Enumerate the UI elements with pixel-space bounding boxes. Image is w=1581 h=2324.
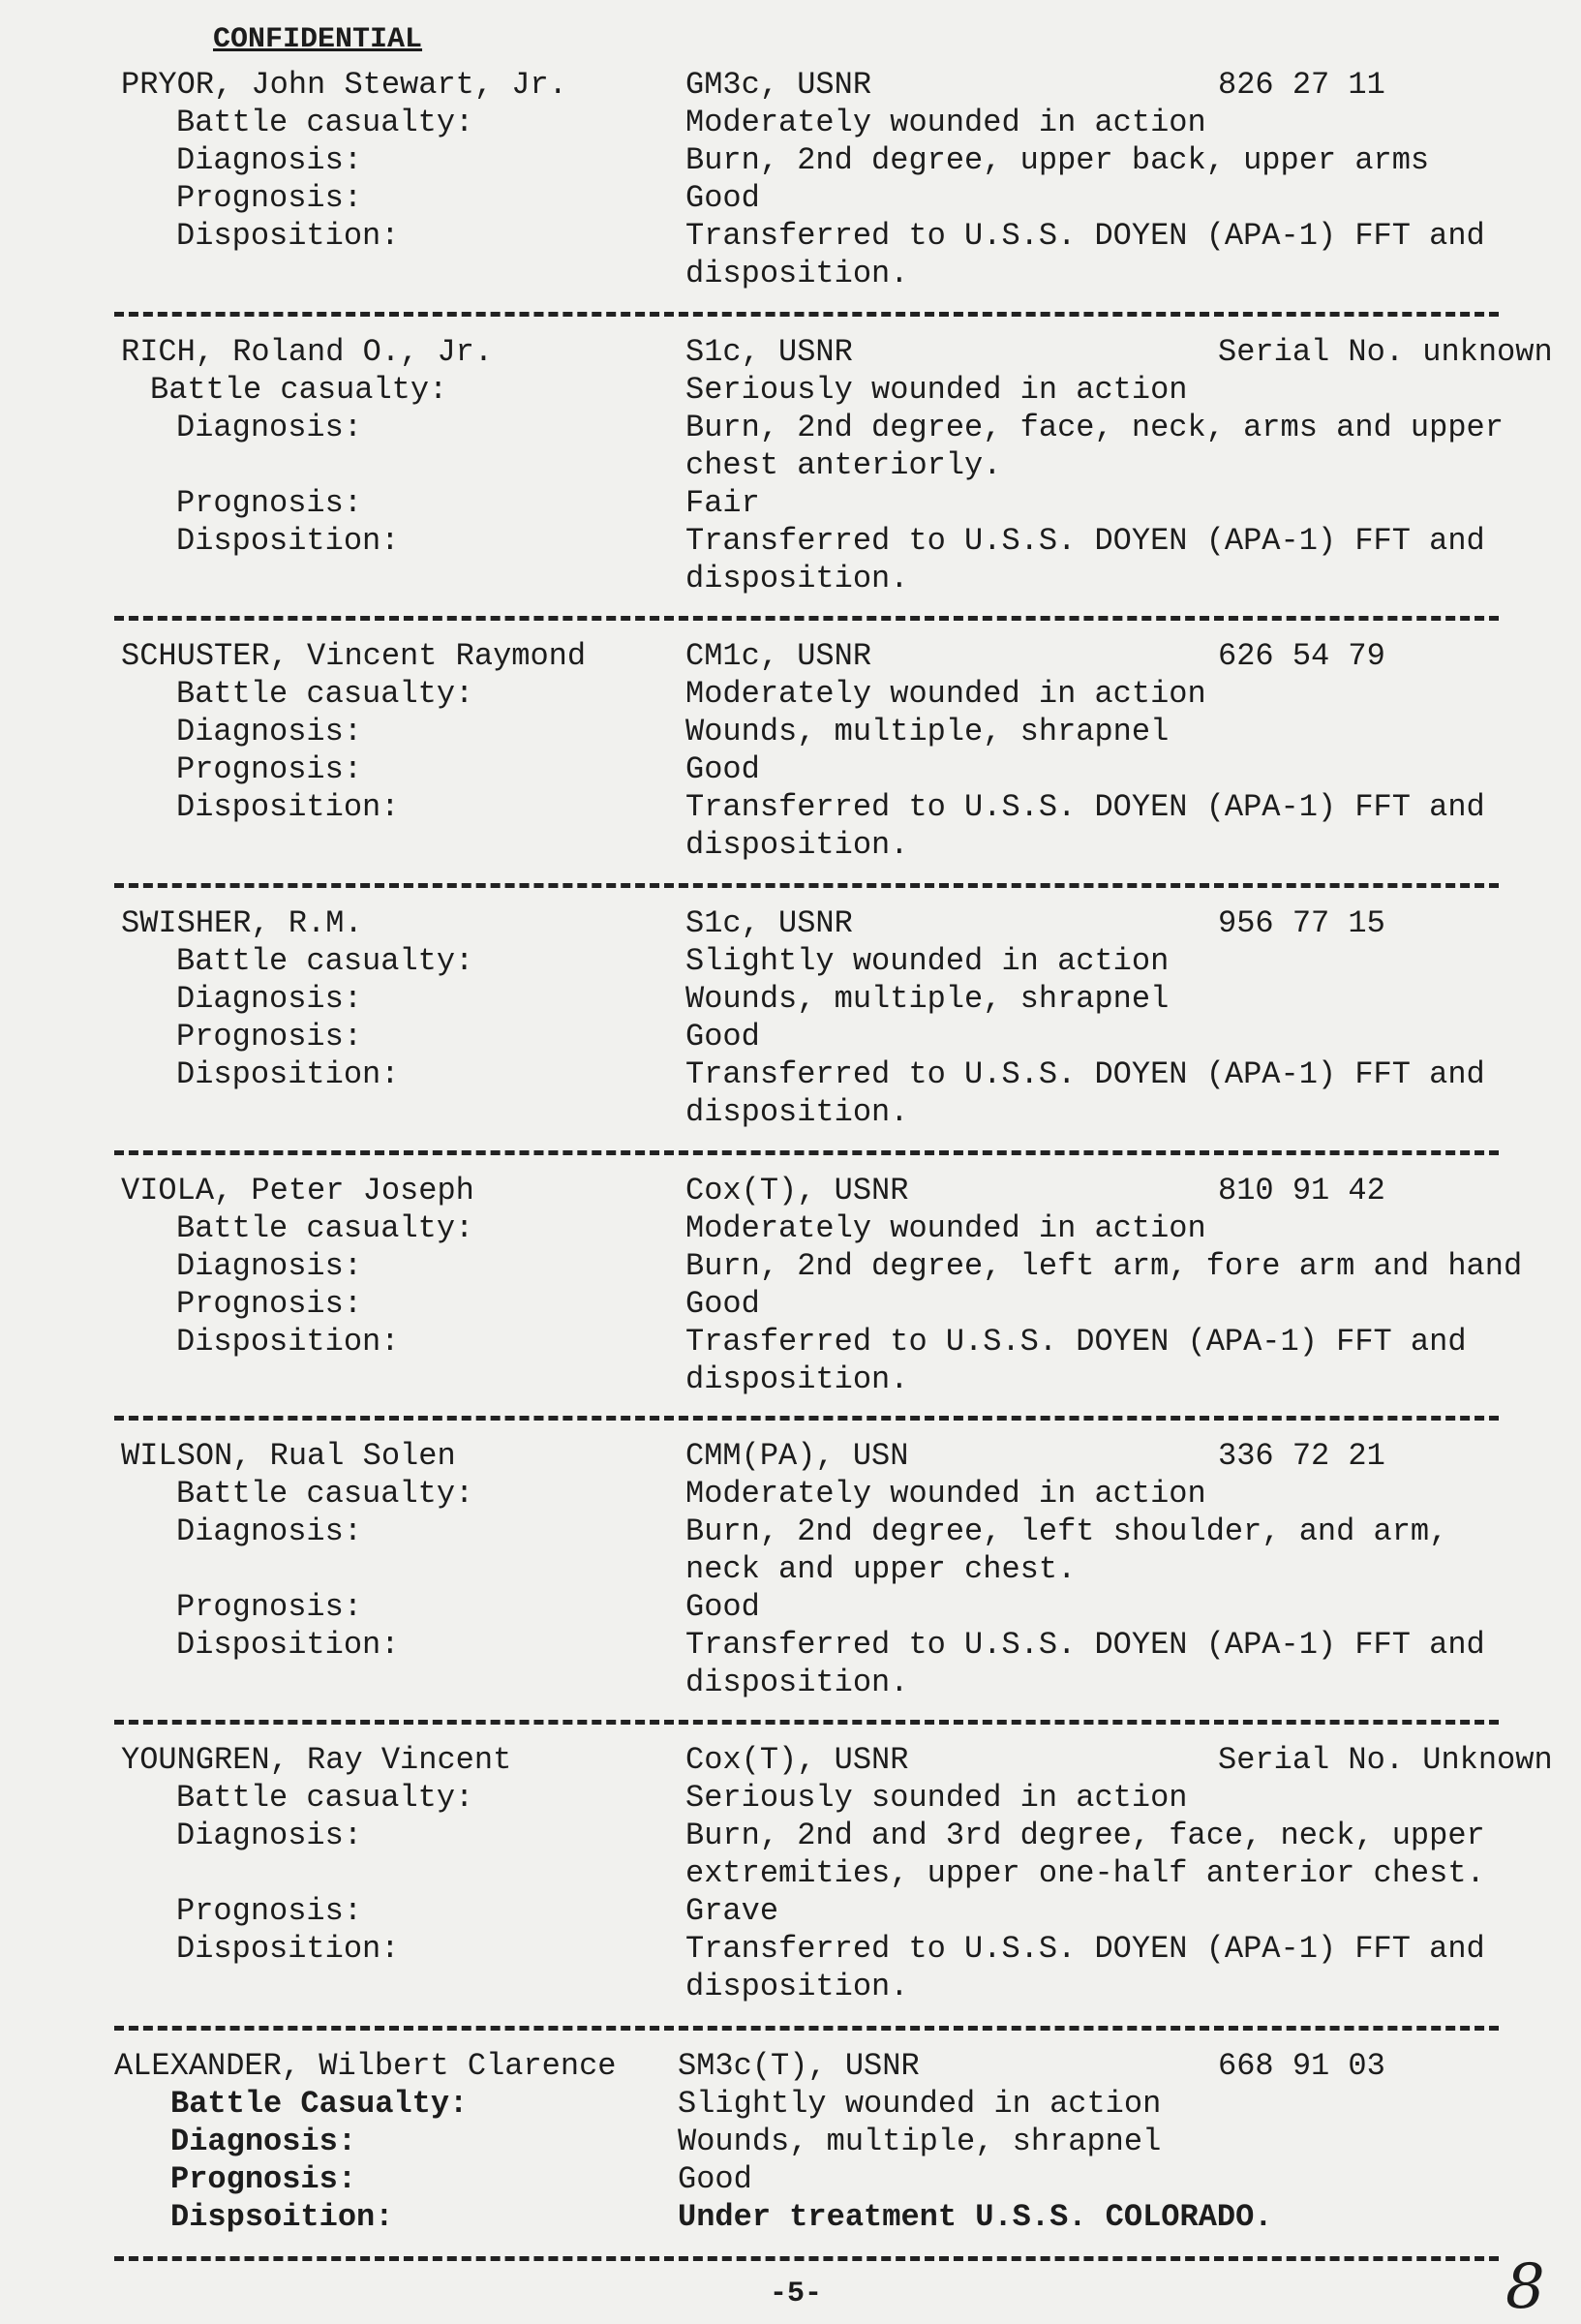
casualty-name: RICH, Roland O., Jr. [121, 334, 494, 370]
casualty-rate: CMM(PA), USN [685, 1438, 909, 1474]
separator-line [114, 2026, 1499, 2031]
disposition-text: disposition. [685, 827, 909, 863]
diagnosis-label: Diagnosis: [170, 2124, 357, 2159]
casualty-serial: 826 27 11 [1218, 67, 1385, 103]
diagnosis-text: Burn, 2nd degree, upper back, upper arms [685, 142, 1430, 178]
disposition-text: disposition. [685, 561, 909, 596]
disposition-text: Trasferred to U.S.S. DOYEN (APA-1) FFT and [685, 1324, 1467, 1360]
diagnosis-text: chest anteriorly. [685, 447, 1002, 483]
disposition-text: Transferred to U.S.S. DOYEN (APA-1) FFT and [685, 1056, 1485, 1092]
disposition-label: Disposition: [176, 789, 400, 825]
prognosis-text: Grave [685, 1893, 779, 1929]
diagnosis-label: Diagnosis: [176, 410, 363, 445]
casualty-name: PRYOR, John Stewart, Jr. [121, 67, 567, 103]
casualty-rate: S1c, USNR [685, 334, 853, 370]
disposition-text: disposition. [685, 1094, 909, 1130]
prognosis-text: Good [685, 1019, 760, 1055]
prognosis-label: Prognosis: [176, 1019, 363, 1055]
casualty-name: SWISHER, R.M. [121, 905, 363, 941]
disposition-text: Transferred to U.S.S. DOYEN (APA-1) FFT and [685, 1931, 1485, 1967]
prognosis-text: Good [685, 180, 760, 216]
disposition-text: Under treatment U.S.S. COLORADO. [678, 2199, 1273, 2235]
casualty-status: Moderately wounded in action [685, 1210, 1206, 1246]
casualty-status: Moderately wounded in action [685, 105, 1206, 140]
casualty-name: VIOLA, Peter Joseph [121, 1173, 474, 1208]
battle-casualty-label: Battle casualty: [176, 1210, 474, 1246]
diagnosis-label: Diagnosis: [176, 1514, 363, 1549]
diagnosis-label: Diagnosis: [176, 1818, 363, 1853]
separator-line [114, 1416, 1499, 1421]
prognosis-label: Prognosis: [176, 485, 363, 521]
disposition-label: Disposition: [176, 1324, 400, 1360]
prognosis-text: Good [685, 751, 760, 787]
prognosis-text: Fair [685, 485, 760, 521]
disposition-label: Disposition: [176, 1931, 400, 1967]
prognosis-label: Prognosis: [176, 1589, 363, 1625]
diagnosis-text: extremities, upper one-half anterior chest. [685, 1855, 1485, 1891]
diagnosis-text: Burn, 2nd degree, left arm, fore arm and hand [685, 1248, 1523, 1284]
battle-casualty-label: Battle casualty: [176, 105, 474, 140]
battle-casualty-label: Battle casualty: [176, 1476, 474, 1512]
disposition-label: Dispsoition: [170, 2199, 394, 2235]
disposition-text: disposition. [685, 1361, 909, 1397]
casualty-serial: 956 77 15 [1218, 905, 1385, 941]
casualty-rate: Cox(T), USNR [685, 1742, 909, 1778]
diagnosis-text: Burn, 2nd degree, face, neck, arms and upper [685, 410, 1504, 445]
casualty-rate: S1c, USNR [685, 905, 853, 941]
battle-casualty-label: Battle casualty: [176, 1780, 474, 1816]
separator-line [114, 616, 1499, 621]
casualty-status: Seriously sounded in action [685, 1780, 1188, 1816]
diagnosis-text: Wounds, multiple, shrapnel [685, 714, 1170, 749]
disposition-text: Transferred to U.S.S. DOYEN (APA-1) FFT and [685, 523, 1485, 559]
diagnosis-label: Diagnosis: [176, 1248, 363, 1284]
diagnosis-label: Diagnosis: [176, 142, 363, 178]
disposition-label: Disposition: [176, 1056, 400, 1092]
classification-header: CONFIDENTIAL [213, 23, 423, 56]
disposition-text: Transferred to U.S.S. DOYEN (APA-1) FFT and [685, 218, 1485, 254]
battle-casualty-label: Battle casualty: [176, 676, 474, 712]
casualty-serial: Serial No. Unknown [1218, 1742, 1553, 1778]
battle-casualty-label: Battle Casualty: [170, 2086, 469, 2122]
casualty-serial: 668 91 03 [1218, 2048, 1385, 2084]
diagnosis-label: Diagnosis: [176, 981, 363, 1017]
diagnosis-text: Wounds, multiple, shrapnel [685, 981, 1170, 1017]
casualty-rate: SM3c(T), USNR [678, 2048, 920, 2084]
prognosis-label: Prognosis: [176, 751, 363, 787]
disposition-text: disposition. [685, 1969, 909, 2004]
disposition-text: disposition. [685, 256, 909, 291]
disposition-label: Disposition: [176, 218, 400, 254]
handwritten-page-number: 8 [1505, 2251, 1545, 2323]
casualty-serial: Serial No. unknown [1218, 334, 1553, 370]
separator-line [114, 1150, 1499, 1155]
casualty-serial: 626 54 79 [1218, 638, 1385, 674]
prognosis-label: Prognosis: [170, 2161, 357, 2197]
casualty-rate: CM1c, USNR [685, 638, 872, 674]
separator-line [114, 883, 1499, 888]
casualty-rate: GM3c, USNR [685, 67, 872, 103]
battle-casualty-label: Battle casualty: [150, 372, 448, 408]
casualty-status: Slightly wounded in action [685, 943, 1170, 979]
diagnosis-label: Diagnosis: [176, 714, 363, 749]
casualty-status: Slightly wounded in action [678, 2086, 1162, 2122]
battle-casualty-label: Battle casualty: [176, 943, 474, 979]
separator-line [114, 312, 1499, 317]
casualty-name: ALEXANDER, Wilbert Clarence [114, 2048, 617, 2084]
casualty-status: Seriously wounded in action [685, 372, 1188, 408]
prognosis-text: Good [685, 1589, 760, 1625]
casualty-status: Moderately wounded in action [685, 676, 1206, 712]
casualty-status: Moderately wounded in action [685, 1476, 1206, 1512]
disposition-label: Disposition: [176, 1627, 400, 1663]
casualty-name: YOUNGREN, Ray Vincent [121, 1742, 512, 1778]
separator-line [114, 1720, 1499, 1725]
prognosis-label: Prognosis: [176, 1893, 363, 1929]
disposition-text: Transferred to U.S.S. DOYEN (APA-1) FFT and [685, 789, 1485, 825]
prognosis-label: Prognosis: [176, 1286, 363, 1322]
prognosis-text: Good [678, 2161, 752, 2197]
disposition-label: Disposition: [176, 523, 400, 559]
casualty-rate: Cox(T), USNR [685, 1173, 909, 1208]
casualty-name: SCHUSTER, Vincent Raymond [121, 638, 587, 674]
disposition-text: Transferred to U.S.S. DOYEN (APA-1) FFT and [685, 1627, 1485, 1663]
diagnosis-text: Burn, 2nd degree, left shoulder, and arm, [685, 1514, 1448, 1549]
diagnosis-text: Wounds, multiple, shrapnel [678, 2124, 1162, 2159]
page-number: -5- [770, 2278, 823, 2310]
diagnosis-text: Burn, 2nd and 3rd degree, face, neck, upper [685, 1818, 1485, 1853]
casualty-serial: 336 72 21 [1218, 1438, 1385, 1474]
diagnosis-text: neck and upper chest. [685, 1551, 1077, 1587]
prognosis-text: Good [685, 1286, 760, 1322]
disposition-text: disposition. [685, 1665, 909, 1700]
separator-line [114, 2256, 1499, 2261]
casualty-name: WILSON, Rual Solen [121, 1438, 456, 1474]
prognosis-label: Prognosis: [176, 180, 363, 216]
casualty-serial: 810 91 42 [1218, 1173, 1385, 1208]
